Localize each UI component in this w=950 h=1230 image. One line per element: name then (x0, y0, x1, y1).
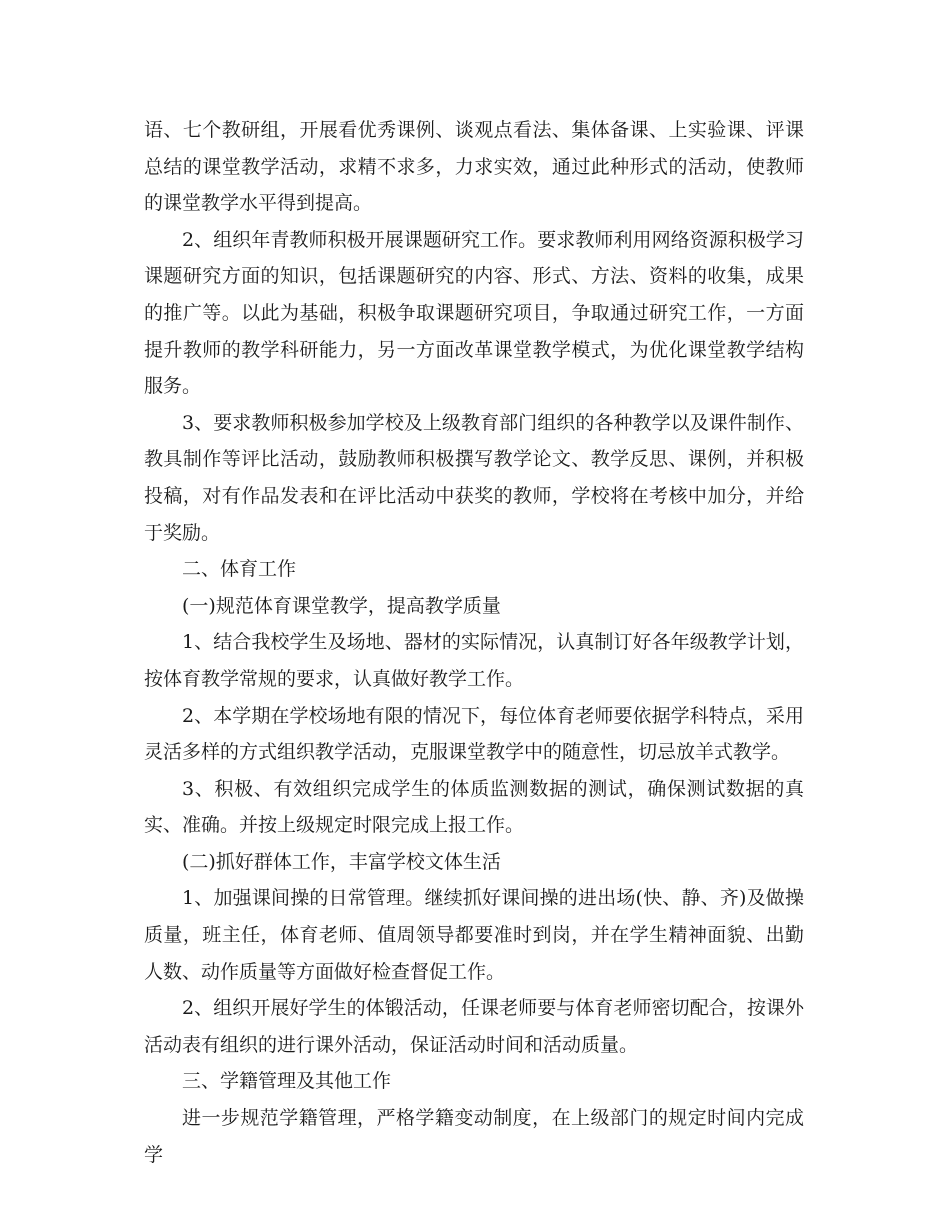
section-heading-pe: 二、体育工作 (182, 558, 297, 581)
paragraph-pe-item-1: 1、结合我校学生及场地、器材的实际情况，认真制订好各年级教学计划，按体育教学常规的要求，认真做好教学工作。 (144, 631, 804, 690)
subsection-heading-pe-teaching: (一)规范体育课堂教学，提高教学质量 (182, 594, 501, 617)
paragraph-enrollment: 进一步规范学籍管理，严格学籍变动制度，在上级部门的规定时间内完成学 (144, 1107, 804, 1166)
paragraph-pe-item-3: 3、积极、有效组织完成学生的体质监测数据的测试，确保测试数据的真实、准确。并按上级规定时限完成上报工作。 (144, 777, 804, 837)
paragraph-pe-item-2: 2、本学期在学校场地有限的情况下，每位体育老师要依据学科特点，采用灵活多样的方式组织教学活动，克服课堂教学中的随意性，切忌放羊式教学。 (144, 704, 804, 764)
paragraph-item-3-competitions: 3、要求教师积极参加学校及上级教育部门组织的各种教学以及课件制作、教具制作等评比活动，鼓励教师积极撰写教学论文、教学反思、课例，并积极投稿，对有作品发表和在评比活动中获奖的教师，学校将在考核中加分，并给于奖励。 (144, 411, 804, 544)
section-heading-enrollment: 三、学籍管理及其他工作 (182, 1070, 392, 1093)
paragraph-group-item-1: 1、加强课间操的日常管理。继续抓好课间操的进出场(快、静、齐)及做操质量，班主任，体育老师、值周领导都要准时到岗，并在学生精神面貌、出勤人数、动作质量等方面做好检查督促工作。 (144, 887, 804, 983)
subsection-heading-group-work: (二)抓好群体工作，丰富学校文体生活 (182, 850, 501, 873)
paragraph-item-2-research: 2、组织年青教师积极开展课题研究工作。要求教师利用网络资源积极学习课题研究方面的知识，包括课题研究的内容、形式、方法、资料的收集，成果的推广等。以此为基础，积极争取课题研究项目，争取通过研究工作，一方面提升教师的教学科研能力，另一方面改革课堂教学模式，为优化课堂教学结构服务。 (144, 228, 804, 398)
paragraph-group-item-2: 2、组织开展好学生的体锻活动，任课老师要与体育老师密切配合，按课外活动表有组织的进行课外活动，保证活动时间和活动质量。 (144, 997, 804, 1056)
paragraph-continuation: 语、七个教研组，开展看优秀课例、谈观点看法、集体备课、上实验课、评课总结的课堂教学活动，求精不求多，力求实效，通过此种形式的活动，使教师的课堂教学水平得到提高。 (144, 119, 804, 215)
document-page (144, 112, 804, 1173)
